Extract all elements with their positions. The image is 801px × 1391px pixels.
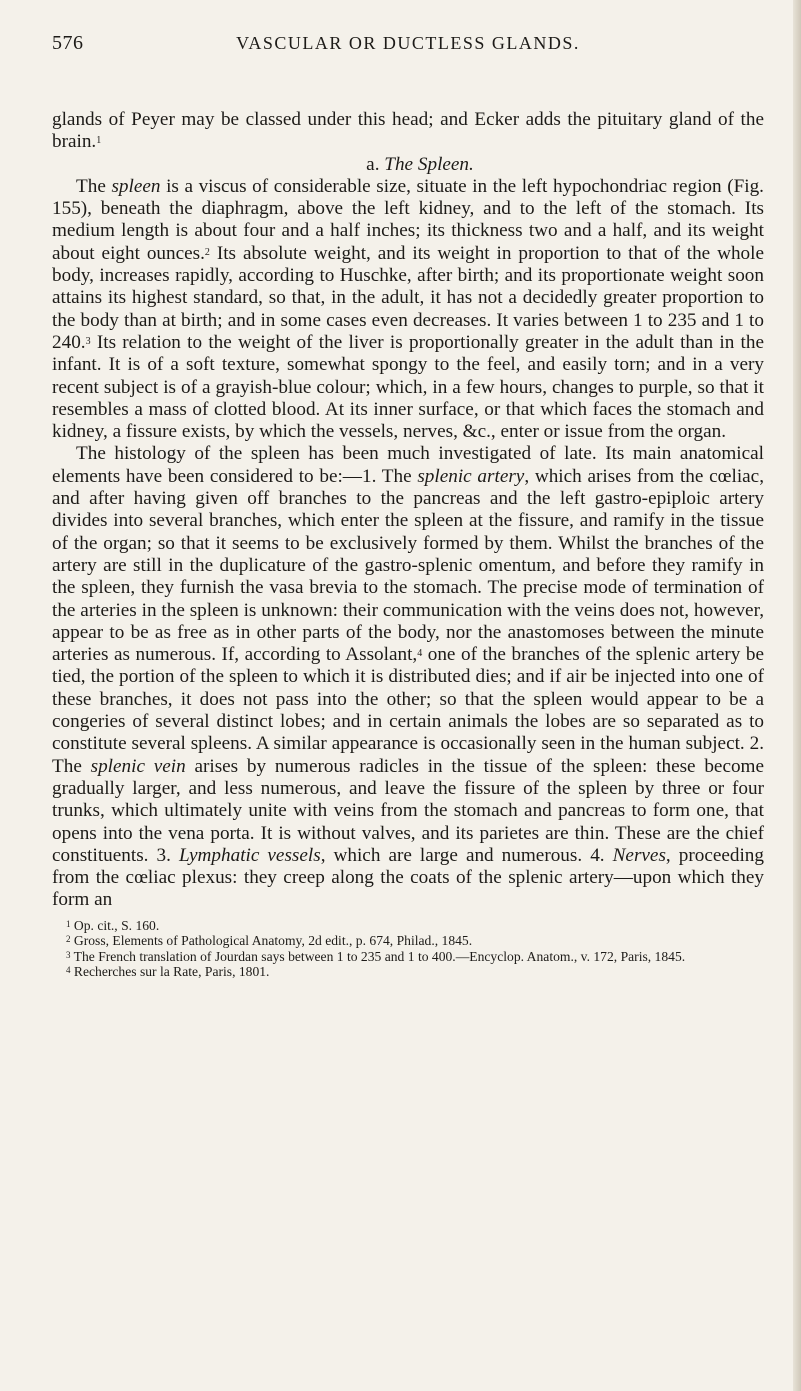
- intro-paragraph: glands of Peyer may be classed under this head; and Ecker adds the pituitary gland of the brain.$^1$: [52, 109, 764, 153]
- footnote-ref: 3: [85, 335, 91, 347]
- term-lymphatic-vessels: Lymphatic vessels: [178, 844, 321, 866]
- running-title: VASCULAR OR DUCTLESS GLANDS.: [236, 33, 580, 53]
- footnote-ref: 1: [96, 135, 102, 147]
- footnote: $^1$ Op. cit., S. 160.: [66, 917, 160, 933]
- footnote: $^2$ Gross, Elements of Pathological Anatomy, 2d edit., p. 674, Philad., 1845.: [66, 933, 473, 949]
- paragraph-spleen-description: The spleen is a viscus of considerable size, situate in the left hypochondriac region (Fig. 155), beneath the diaphragm, above the left kidney, and to the left of the stomach. Its medium length is about four and a half inches; its thickness two and a half, and its weight about eight ounces.$^2$ Its absolute weight, and its weight in proportion to that of the whole body, increases rapidly, according to Huschke, after birth; and its proportionate weight soon attains its highest standard, so that, in the adult, it has not a decidedly greater proportion to the body than at birth; and in some cases even decreases. It varies between 1 to 235 and 1 to 240.$^3$ Its relation to the weight of the liver is proportionally greater in the adult than in the infant. It is of a soft texture, somewhat spongy to the feel, and easily torn; and in a very recent subject is of a grayish-blue colour; which, in a few hours, changes to purple, so that it resembles a mass of clotted blood. At its inner surface, or that which faces the stomach and kidney, a fissure exists, by which the vessels, nerves, &c., enter or issue from the organ.: [52, 175, 764, 443]
- section-heading: The Spleen.: [384, 153, 474, 175]
- term-nerves: Nerves: [612, 844, 666, 866]
- term-spleen: spleen: [111, 175, 161, 197]
- footnotes: [52, 918, 764, 980]
- footnote: $^3$ The French translation of Jourdan says between 1 to 235 and 1 to 400.—Encyclop. Anatom., v. 172, Paris, 1845.: [66, 948, 686, 964]
- section-label: a.: [366, 153, 380, 175]
- book-page: [52, 32, 764, 979]
- term-splenic-vein: splenic vein: [90, 755, 186, 777]
- term-splenic-artery: splenic artery: [417, 465, 525, 487]
- footnote-ref: 4: [417, 648, 423, 660]
- footnote: $^4$ Recherches sur la Rate, Paris, 1801.: [66, 963, 270, 979]
- footnote-ref: 2: [204, 246, 210, 258]
- paragraph-spleen-histology: The histology of the spleen has been much investigated of late. Its main anatomical elements have been considered to be:—1. The splenic artery, which arises from the cœliac, and after having given off branches to the pancreas and the left gastro-epiploic artery divides into several branches, which enter the spleen at the fissure, and ramify in the tissue of the organ; so that it seems to be exclusively formed by them. Whilst the branches of the artery are still in the duplicature of the gastro-splenic omentum, and before they ramify in the spleen, they furnish the vasa brevia to the stomach. The precise mode of termination of the arteries in the spleen is unknown: their communication with the veins does not, however, appear to be as free as in other parts of the body, nor the anastomoses between the minute arteries as numerous. If, according to Assolant,$^4$ one of the branches of the splenic artery be tied, the portion of the spleen to which it is distributed dies; and if air be injected into one of these branches, it does not pass into the other; so that the spleen would appear to be a congeries of several distinct lobes; and in certain animals the lobes are so separated as to constitute several spleens. A similar appearance is occasionally seen in the human subject. 2. The splenic vein arises by numerous radicles in the tissue of the spleen: these become gradually larger, and less numerous, and leave the fissure of the spleen by three or four trunks, which ultimately unite with veins from the stomach and pancreas to form one, that opens into the vena porta. It is without valves, and its parietes are thin. These are the chief constituents. 3. Lymphatic vessels, which are large and numerous. 4. Nerves, proceeding from the cœliac plexus: they creep along the coats of the splenic artery—upon which they form an: [52, 443, 765, 911]
- body-text: [52, 109, 764, 912]
- page-edge-shadow: [793, 0, 801, 1391]
- section-title: [52, 154, 764, 176]
- page-number: 576: [52, 32, 84, 54]
- running-head: [52, 32, 764, 62]
